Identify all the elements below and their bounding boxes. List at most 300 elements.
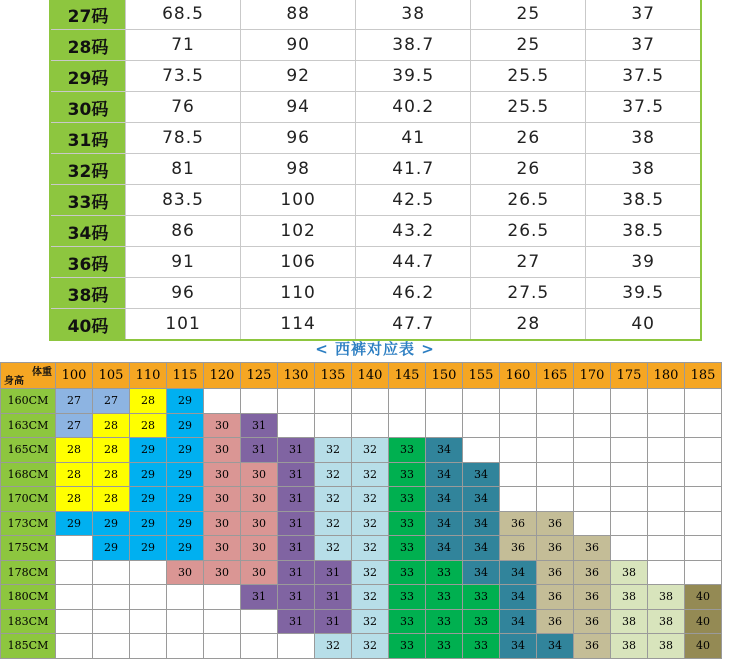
size-value: 94 — [241, 92, 356, 123]
size-cell — [352, 413, 389, 438]
size-cell: 34 — [463, 487, 500, 512]
height-row — [1, 511, 722, 536]
size-label: 29码 — [50, 61, 126, 92]
height-header: 160CM — [1, 389, 56, 414]
size-value: 28 — [471, 309, 586, 341]
size-cell — [426, 389, 463, 414]
size-cell: 30 — [204, 462, 241, 487]
size-value: 26.5 — [471, 185, 586, 216]
size-cell: 34 — [426, 438, 463, 463]
height-weight-size-grid — [0, 362, 722, 659]
size-value: 39.5 — [356, 61, 471, 92]
size-value: 92 — [241, 61, 356, 92]
size-cell: 36 — [574, 585, 611, 610]
size-cell: 28 — [93, 487, 130, 512]
size-cell — [611, 536, 648, 561]
weight-header: 160 — [500, 363, 537, 389]
size-row — [50, 92, 701, 123]
size-cell: 29 — [130, 462, 167, 487]
size-cell: 34 — [500, 634, 537, 659]
size-cell: 29 — [93, 511, 130, 536]
size-cell — [648, 511, 685, 536]
size-cell: 34 — [463, 536, 500, 561]
size-cell — [611, 462, 648, 487]
size-cell: 38 — [648, 609, 685, 634]
height-header: 168CM — [1, 462, 56, 487]
size-cell — [685, 462, 722, 487]
size-cell — [241, 634, 278, 659]
size-value: 76 — [126, 92, 241, 123]
size-cell: 31 — [278, 487, 315, 512]
size-value: 88 — [241, 0, 356, 30]
size-cell: 31 — [278, 462, 315, 487]
size-value: 25 — [471, 0, 586, 30]
height-row — [1, 609, 722, 634]
size-cell: 32 — [352, 536, 389, 561]
size-row — [50, 309, 701, 341]
size-cell: 29 — [130, 511, 167, 536]
size-cell: 32 — [352, 560, 389, 585]
size-cell: 31 — [315, 560, 352, 585]
height-header: 165CM — [1, 438, 56, 463]
height-row — [1, 585, 722, 610]
size-cell — [648, 487, 685, 512]
size-cell: 31 — [278, 536, 315, 561]
size-cell: 32 — [315, 462, 352, 487]
size-value: 26.5 — [471, 216, 586, 247]
size-cell: 28 — [56, 487, 93, 512]
size-cell: 33 — [389, 585, 426, 610]
size-cell: 33 — [389, 438, 426, 463]
size-cell: 29 — [167, 536, 204, 561]
height-row — [1, 413, 722, 438]
size-cell — [463, 413, 500, 438]
size-cell — [278, 389, 315, 414]
size-cell: 34 — [426, 487, 463, 512]
size-cell — [648, 389, 685, 414]
size-value: 37.5 — [586, 61, 701, 92]
weight-header: 125 — [241, 363, 278, 389]
size-cell: 33 — [426, 609, 463, 634]
size-value: 71 — [126, 30, 241, 61]
size-cell — [389, 389, 426, 414]
size-cell — [426, 413, 463, 438]
size-cell — [167, 609, 204, 634]
size-cell: 28 — [93, 438, 130, 463]
size-cell: 27 — [56, 413, 93, 438]
size-value: 37 — [586, 0, 701, 30]
size-cell — [685, 438, 722, 463]
size-cell: 36 — [537, 536, 574, 561]
size-cell: 32 — [315, 536, 352, 561]
size-cell: 33 — [426, 560, 463, 585]
size-cell — [648, 536, 685, 561]
size-cell: 28 — [130, 389, 167, 414]
height-header: 180CM — [1, 585, 56, 610]
size-cell — [93, 609, 130, 634]
size-cell — [685, 560, 722, 585]
size-cell — [93, 560, 130, 585]
size-cell: 28 — [93, 462, 130, 487]
size-value: 44.7 — [356, 247, 471, 278]
size-cell: 31 — [315, 585, 352, 610]
size-cell — [537, 389, 574, 414]
size-cell — [130, 585, 167, 610]
size-cell — [93, 585, 130, 610]
size-cell: 32 — [315, 511, 352, 536]
size-cell: 31 — [278, 560, 315, 585]
size-value: 42.5 — [356, 185, 471, 216]
size-cell — [611, 487, 648, 512]
size-cell — [685, 511, 722, 536]
size-cell — [537, 413, 574, 438]
size-cell: 33 — [389, 462, 426, 487]
size-value: 38 — [356, 0, 471, 30]
size-value: 68.5 — [126, 0, 241, 30]
size-cell — [574, 413, 611, 438]
height-header: 175CM — [1, 536, 56, 561]
size-cell: 33 — [426, 585, 463, 610]
size-cell — [537, 462, 574, 487]
size-value: 96 — [126, 278, 241, 309]
size-cell: 38 — [648, 585, 685, 610]
height-row — [1, 438, 722, 463]
size-value: 102 — [241, 216, 356, 247]
size-value: 37.5 — [586, 92, 701, 123]
size-row — [50, 30, 701, 61]
size-label: 31码 — [50, 123, 126, 154]
size-value: 98 — [241, 154, 356, 185]
size-value: 38 — [586, 123, 701, 154]
size-value: 110 — [241, 278, 356, 309]
size-cell — [500, 487, 537, 512]
size-cell: 32 — [352, 511, 389, 536]
size-cell: 34 — [426, 536, 463, 561]
height-row — [1, 536, 722, 561]
size-cell — [56, 560, 93, 585]
size-cell: 32 — [352, 585, 389, 610]
size-value: 41 — [356, 123, 471, 154]
size-cell: 29 — [56, 511, 93, 536]
size-cell: 28 — [130, 413, 167, 438]
size-cell: 27 — [56, 389, 93, 414]
size-value: 86 — [126, 216, 241, 247]
size-cell: 32 — [315, 487, 352, 512]
size-label: 32码 — [50, 154, 126, 185]
height-header: 173CM — [1, 511, 56, 536]
size-value: 37 — [586, 30, 701, 61]
size-cell — [611, 413, 648, 438]
size-cell: 33 — [389, 560, 426, 585]
size-value: 40 — [586, 309, 701, 341]
size-value: 39 — [586, 247, 701, 278]
size-cell: 29 — [167, 462, 204, 487]
size-row — [50, 216, 701, 247]
size-cell: 33 — [463, 634, 500, 659]
size-value: 91 — [126, 247, 241, 278]
size-cell — [648, 413, 685, 438]
size-cell — [648, 438, 685, 463]
size-cell — [463, 389, 500, 414]
size-label: 36码 — [50, 247, 126, 278]
size-cell: 34 — [426, 462, 463, 487]
weight-header: 170 — [574, 363, 611, 389]
weight-header: 110 — [130, 363, 167, 389]
size-label: 34码 — [50, 216, 126, 247]
size-cell — [389, 413, 426, 438]
size-cell: 27 — [93, 389, 130, 414]
size-cell: 30 — [204, 438, 241, 463]
size-cell: 33 — [389, 634, 426, 659]
size-cell — [648, 462, 685, 487]
size-cell — [463, 438, 500, 463]
size-cell: 36 — [574, 560, 611, 585]
size-value: 100 — [241, 185, 356, 216]
size-value: 25.5 — [471, 92, 586, 123]
size-cell: 33 — [463, 585, 500, 610]
size-cell: 32 — [352, 609, 389, 634]
size-cell: 40 — [685, 585, 722, 610]
weight-header: 155 — [463, 363, 500, 389]
size-value: 41.7 — [356, 154, 471, 185]
size-value: 81 — [126, 154, 241, 185]
height-row — [1, 487, 722, 512]
size-cell: 28 — [56, 462, 93, 487]
size-row — [50, 278, 701, 309]
size-cell: 33 — [389, 609, 426, 634]
size-cell — [685, 487, 722, 512]
size-cell — [352, 389, 389, 414]
size-cell: 29 — [167, 389, 204, 414]
size-cell — [167, 634, 204, 659]
size-cell: 29 — [130, 438, 167, 463]
size-cell: 33 — [463, 609, 500, 634]
size-cell: 31 — [278, 438, 315, 463]
size-cell: 30 — [204, 413, 241, 438]
size-label: 28码 — [50, 30, 126, 61]
size-row — [50, 61, 701, 92]
size-cell: 30 — [241, 462, 278, 487]
weight-header: 180 — [648, 363, 685, 389]
size-cell — [611, 389, 648, 414]
size-value: 90 — [241, 30, 356, 61]
size-cell: 31 — [241, 438, 278, 463]
size-cell — [241, 609, 278, 634]
size-cell — [685, 413, 722, 438]
weight-header: 115 — [167, 363, 204, 389]
size-cell: 38 — [611, 634, 648, 659]
corner-weight-label: 体重 — [32, 367, 52, 378]
size-value: 40.2 — [356, 92, 471, 123]
size-row — [50, 123, 701, 154]
height-row — [1, 389, 722, 414]
size-cell: 34 — [500, 609, 537, 634]
size-cell — [685, 536, 722, 561]
size-cell: 31 — [278, 511, 315, 536]
size-cell: 38 — [611, 585, 648, 610]
size-cell — [130, 609, 167, 634]
size-cell: 29 — [167, 487, 204, 512]
size-cell: 29 — [93, 536, 130, 561]
weight-header: 175 — [611, 363, 648, 389]
size-cell: 36 — [537, 511, 574, 536]
size-cell: 29 — [167, 438, 204, 463]
size-value: 78.5 — [126, 123, 241, 154]
size-row — [50, 247, 701, 278]
size-cell — [167, 585, 204, 610]
weight-header-row — [1, 363, 722, 389]
size-cell: 30 — [204, 560, 241, 585]
size-cell: 36 — [574, 609, 611, 634]
weight-header: 140 — [352, 363, 389, 389]
size-cell — [315, 413, 352, 438]
size-cell: 32 — [352, 438, 389, 463]
size-cell — [500, 389, 537, 414]
size-value: 38.7 — [356, 30, 471, 61]
size-cell: 30 — [241, 560, 278, 585]
size-cell — [574, 462, 611, 487]
size-cell: 38 — [611, 560, 648, 585]
height-header: 163CM — [1, 413, 56, 438]
size-cell: 40 — [685, 634, 722, 659]
size-cell: 34 — [463, 462, 500, 487]
weight-header: 165 — [537, 363, 574, 389]
size-cell — [574, 511, 611, 536]
size-cell — [648, 560, 685, 585]
size-cell — [574, 487, 611, 512]
height-header: 170CM — [1, 487, 56, 512]
height-header: 178CM — [1, 560, 56, 585]
size-cell: 36 — [574, 536, 611, 561]
weight-header: 130 — [278, 363, 315, 389]
size-label: 40码 — [50, 309, 126, 341]
size-cell: 28 — [56, 438, 93, 463]
size-cell — [574, 438, 611, 463]
size-cell: 36 — [500, 511, 537, 536]
size-cell: 34 — [463, 560, 500, 585]
size-cell: 33 — [389, 511, 426, 536]
size-cell — [56, 536, 93, 561]
size-cell: 40 — [685, 609, 722, 634]
size-value: 73.5 — [126, 61, 241, 92]
size-cell: 31 — [315, 609, 352, 634]
weight-header: 145 — [389, 363, 426, 389]
size-cell — [611, 438, 648, 463]
corner-height-label: 身高 — [4, 376, 24, 387]
size-cell: 38 — [648, 634, 685, 659]
height-row — [1, 462, 722, 487]
size-row — [50, 185, 701, 216]
size-cell — [241, 389, 278, 414]
size-value: 47.7 — [356, 309, 471, 341]
size-cell: 29 — [130, 487, 167, 512]
size-cell: 34 — [500, 560, 537, 585]
size-value: 38.5 — [586, 216, 701, 247]
size-cell: 33 — [389, 487, 426, 512]
weight-header: 150 — [426, 363, 463, 389]
size-cell — [574, 389, 611, 414]
height-row — [1, 634, 722, 659]
size-cell: 36 — [537, 609, 574, 634]
size-cell — [204, 634, 241, 659]
size-value: 26 — [471, 154, 586, 185]
size-cell — [56, 634, 93, 659]
size-cell: 30 — [204, 487, 241, 512]
size-spec-table — [49, 0, 702, 341]
height-header: 185CM — [1, 634, 56, 659]
weight-header: 185 — [685, 363, 722, 389]
size-cell — [278, 413, 315, 438]
size-cell — [204, 585, 241, 610]
chart-title: < 西裤对应表 > — [315, 340, 435, 358]
size-cell — [315, 389, 352, 414]
size-cell: 30 — [167, 560, 204, 585]
size-label: 27码 — [50, 0, 126, 30]
size-cell — [611, 511, 648, 536]
size-cell: 31 — [278, 585, 315, 610]
size-cell — [537, 487, 574, 512]
size-cell: 32 — [315, 438, 352, 463]
size-value: 26 — [471, 123, 586, 154]
size-value: 106 — [241, 247, 356, 278]
size-value: 114 — [241, 309, 356, 341]
size-cell: 34 — [463, 511, 500, 536]
size-value: 25.5 — [471, 61, 586, 92]
size-value: 96 — [241, 123, 356, 154]
size-value: 27.5 — [471, 278, 586, 309]
weight-header: 135 — [315, 363, 352, 389]
size-cell: 29 — [130, 536, 167, 561]
size-cell: 36 — [500, 536, 537, 561]
size-cell — [500, 413, 537, 438]
size-value: 43.2 — [356, 216, 471, 247]
size-cell — [56, 609, 93, 634]
size-cell — [685, 389, 722, 414]
size-cell: 34 — [500, 585, 537, 610]
size-cell: 30 — [204, 511, 241, 536]
size-label: 30码 — [50, 92, 126, 123]
size-cell — [537, 438, 574, 463]
height-header: 183CM — [1, 609, 56, 634]
size-cell: 30 — [204, 536, 241, 561]
weight-header: 100 — [56, 363, 93, 389]
size-value: 39.5 — [586, 278, 701, 309]
size-cell: 32 — [315, 634, 352, 659]
size-value: 101 — [126, 309, 241, 341]
size-value: 83.5 — [126, 185, 241, 216]
size-cell: 32 — [352, 634, 389, 659]
size-cell: 32 — [352, 487, 389, 512]
weight-header: 120 — [204, 363, 241, 389]
corner-cell — [1, 363, 56, 389]
size-cell — [56, 585, 93, 610]
size-cell: 32 — [352, 462, 389, 487]
size-cell — [130, 634, 167, 659]
size-label: 33码 — [50, 185, 126, 216]
size-cell: 31 — [241, 413, 278, 438]
size-cell — [500, 462, 537, 487]
size-cell: 36 — [537, 585, 574, 610]
size-cell — [93, 634, 130, 659]
weight-header: 105 — [93, 363, 130, 389]
size-cell: 38 — [611, 609, 648, 634]
size-value: 38 — [586, 154, 701, 185]
size-value: 38.5 — [586, 185, 701, 216]
size-cell: 31 — [241, 585, 278, 610]
size-row — [50, 154, 701, 185]
size-cell: 28 — [93, 413, 130, 438]
size-cell: 34 — [537, 634, 574, 659]
